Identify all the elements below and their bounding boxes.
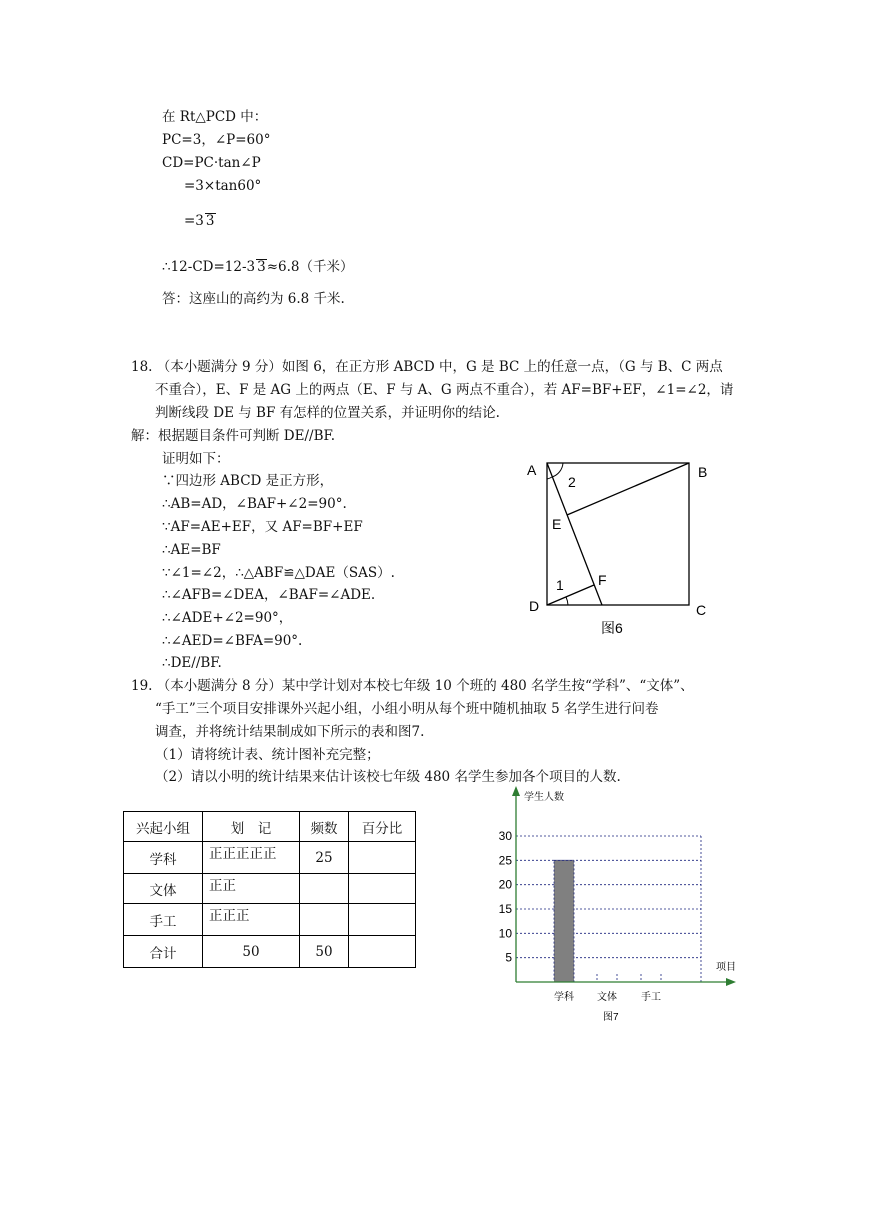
table-cell: 正正正正正 [203, 842, 300, 874]
fig6-label-a: A [527, 462, 537, 478]
q18-line2: 不重合），E、F 是 AG 上的两点（E、F 与 A、G 两点不重合），若 AF=BF+EF，∠1=∠2，请 [155, 382, 734, 398]
table-cell: 正正正 [203, 904, 300, 936]
angle-2-arc [547, 477, 552, 479]
y-tick-label: 20 [498, 877, 512, 892]
bar [554, 860, 574, 982]
bar-chart-figure-7 [480, 780, 750, 1030]
q18-line3: 判断线段 DE 与 BF 有怎样的位置关系，并证明你的结论. [155, 405, 500, 421]
fig6-label-f: F [598, 572, 607, 588]
chart-grid [516, 836, 701, 982]
y-axis-label: 学生人数 [524, 792, 564, 803]
table-cell [349, 904, 416, 936]
fig6-label-e: E [552, 516, 562, 532]
y-tick-label: 10 [498, 926, 512, 941]
y-tick-label: 15 [498, 902, 512, 916]
table-header-cell: 百分比 [349, 812, 416, 842]
q18-sol-10: ∴DE//BF. [162, 655, 222, 671]
sol17-line5-radicand: 3 [205, 213, 215, 229]
table-cell [349, 842, 416, 874]
y-tick-label: 5 [505, 950, 512, 965]
table-cell: 合计 [124, 936, 203, 968]
fig6-label-2: 2 [568, 474, 576, 490]
table-header-cell: 划 记 [203, 812, 300, 842]
sol17-line4: =3×tan60° [184, 178, 262, 194]
table-cell: 50 [300, 936, 349, 968]
sol17-answer: 答：这座山的高约为 6.8 千米. [162, 291, 345, 307]
q18-sol-3: ∴AB=AD，∠BAF+∠2=90°. [162, 496, 347, 512]
table-row [124, 936, 416, 968]
x-axis-label: 项目 [716, 962, 736, 973]
q18-sol-8: ∴∠ADE+∠2=90°， [162, 610, 293, 626]
fig6-label-c: C [696, 602, 707, 618]
q18-sol-0: 解：根据题目条件可判断 DE//BF. [131, 428, 336, 444]
tally-table [123, 811, 416, 968]
table-cell [349, 874, 416, 904]
q18-sol-2: ∵四边形 ABCD 是正方形， [162, 473, 334, 489]
sol17-line6-radicand: 3 [257, 259, 266, 275]
x-category-label: 学科 [554, 992, 574, 1003]
fig6-caption: 图6 [601, 620, 623, 636]
q18-sol-5: ∴AE=BF [162, 542, 221, 558]
sol17-line3: CD=PC·tan∠P [162, 155, 261, 171]
y-tick-label: 30 [498, 829, 512, 843]
sol17-line5 [184, 212, 216, 230]
table-header-cell: 兴起小组 [124, 812, 203, 842]
sol17-line5-prefix: =3 [184, 213, 204, 229]
table-cell: 手工 [124, 904, 203, 936]
table-cell: 25 [300, 842, 349, 874]
sol17-line2: PC=3，∠P=60° [162, 132, 271, 148]
sol17-line1: 在 Rt△PCD 中： [162, 109, 268, 125]
sol17-line6-suffix: ≈6.8（千米） [266, 259, 354, 275]
y-axis-arrow [512, 786, 520, 796]
table-cell: 正正 [203, 874, 300, 904]
sol17-line5-radical [205, 213, 216, 228]
chart-y-ticks [499, 829, 513, 965]
chart-x-categories [554, 990, 661, 1003]
segment-df [547, 585, 594, 605]
table-cell [349, 936, 416, 968]
table-row [124, 874, 416, 904]
table-cell: 50 [203, 936, 300, 968]
table-cell: 文体 [124, 874, 203, 904]
angle-1-arc [566, 597, 568, 605]
chart-caption: 图7 [603, 1012, 619, 1023]
chart-bars [554, 860, 661, 982]
angle-2-arc-b [552, 463, 563, 477]
table-cell: 学科 [124, 842, 203, 874]
q19-line1: 19. （本小题满分 8 分）某中学计划对本校七年级 10 个班的 480 名学生按“学科”、“文体”、 [131, 678, 694, 694]
table-header-row [124, 812, 416, 842]
table-row [124, 904, 416, 936]
x-axis-arrow [726, 978, 736, 986]
fig6-label-b: B [698, 464, 708, 480]
q18-sol-7: ∴∠AFB=∠DEA，∠BAF=∠ADE. [162, 587, 376, 603]
q19-line2: “手工”三个项目安排课外兴起小组，小组小明从每个班中随机抽取 5 名学生进行问卷 [155, 701, 659, 717]
q19-part1: （1）请将统计表、统计图补充完整； [155, 747, 380, 763]
q18-sol-4: ∵AF=AE+EF，又 AF=BF+EF [162, 519, 363, 535]
fig6-label-1: 1 [556, 577, 564, 593]
segment-be [567, 463, 689, 515]
x-category-label: 文体 [597, 992, 617, 1003]
q18-sol-6: ∵∠1=∠2，∴△ABF≌△DAE（SAS）. [162, 565, 395, 581]
fig6-label-d: D [529, 598, 540, 614]
q19-line3: 调查，并将统计结果制成如下所示的表和图7. [155, 724, 425, 740]
table-row [124, 842, 416, 874]
sol17-line6-prefix: ∴12-CD=12-3 [162, 259, 256, 275]
table-cell [300, 874, 349, 904]
sol17-line6-radical [256, 259, 267, 274]
q18-line1: 18. （本小题满分 9 分）如图 6，在正方形 ABCD 中，G 是 BC 上的任意一点，（G 与 B、C 两点 [131, 359, 723, 375]
sol17-line6 [162, 258, 354, 276]
q18-sol-9: ∴∠AED=∠BFA=90°. [162, 633, 303, 649]
table-header-cell: 频数 [300, 812, 349, 842]
table-cell [300, 904, 349, 936]
x-category-label: 手工 [641, 992, 661, 1003]
figure-6 [515, 455, 725, 645]
y-tick-label: 25 [498, 853, 512, 868]
q19-part2: （2）请以小明的统计结果来估计该校七年级 480 名学生参加各个项目的人数. [155, 769, 621, 785]
q18-sol-1: 证明如下： [162, 451, 230, 467]
